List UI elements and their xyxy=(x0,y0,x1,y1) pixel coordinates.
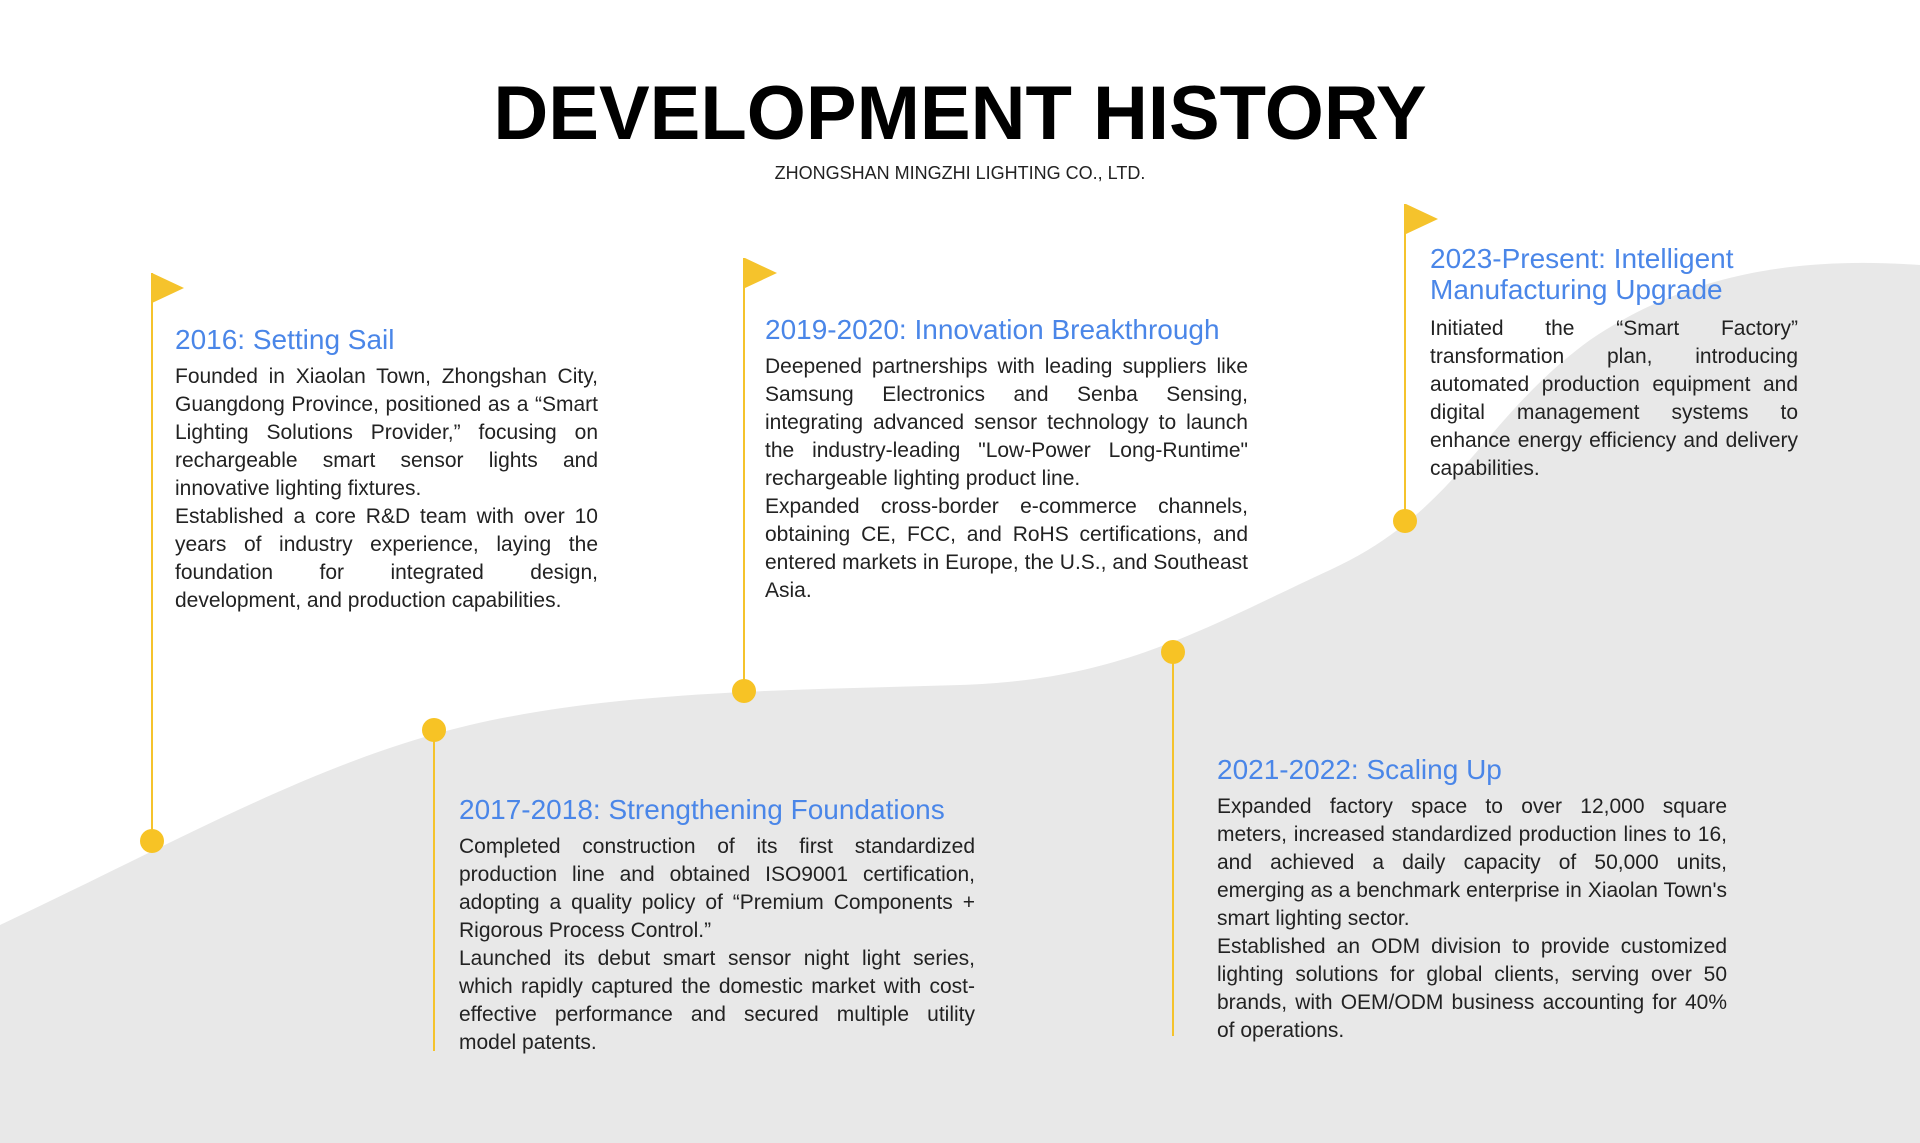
flag-icon-2019 xyxy=(745,258,777,288)
milestone-2023-present xyxy=(1430,243,1798,483)
timeline-dot-2019 xyxy=(732,679,756,703)
milestone-heading: 2017-2018: Strengthening Foundations xyxy=(459,794,945,825)
flag-icon-2016 xyxy=(152,273,184,303)
milestone-paragraph: Established an ODM division to provide customized lighting solutions for global clients, serving over 50 brands, with OEM/ODM business accounting for 40% of operations. xyxy=(1217,935,1727,1042)
timeline-dot-2021 xyxy=(1161,640,1185,664)
milestone-paragraph: Launched its debut smart sensor night light series, which rapidly captured the domestic market with cost-effective performance and secured multiple utility model patents. xyxy=(459,947,975,1054)
timeline-pole-2017 xyxy=(433,730,435,1051)
timeline-pole-2023 xyxy=(1404,204,1406,520)
milestone-paragraph: Completed construction of its first standardized production line and obtained ISO9001 certification, adopting a quality policy of “Premium Components + Rigorous Process Control.” xyxy=(459,835,975,942)
milestone-heading: 2016: Setting Sail xyxy=(175,324,395,355)
page-subtitle: ZHONGSHAN MINGZHI LIGHTING CO., LTD. xyxy=(774,163,1146,183)
milestone-paragraph: Founded in Xiaolan Town, Zhongshan City, Guangdong Province, positioned as a “Smart Lighting Solutions Provider,” focusing on rechargeable smart sensor lights and innovative lighting fixtures. xyxy=(175,365,598,500)
milestone-paragraph: Expanded factory space to over 12,000 square meters, increased standardized production lines to 16, and achieved a daily capacity of 50,000 units, emerging as a benchmark enterprise in Xiaolan Town's smart lighting sector. xyxy=(1217,795,1727,930)
milestone-heading xyxy=(1430,243,1798,305)
timeline-dot-2016 xyxy=(140,829,164,853)
milestone-paragraph: Deepened partnerships with leading suppliers like Samsung Electronics and Senba Sensing, integrating advanced sensor technology to launch the industry-leading "Low-Power Long-Runtime" rechargeable lighting product line. xyxy=(765,355,1248,490)
timeline-pole-2016 xyxy=(151,273,153,841)
milestone-paragraph: Initiated the “Smart Factory” transformation plan, introducing automated production equipment and digital management systems to enhance energy efficiency and delivery capabilities. xyxy=(1430,317,1798,480)
milestone-paragraph: Expanded cross-border e-commerce channels, obtaining CE, FCC, and RoHS certifications, and entered markets in Europe, the U.S., and Southeast Asia. xyxy=(765,495,1248,602)
milestone-paragraph: Established a core R&D team with over 10 years of industry experience, laying the foundation for integrated design, development, and production capabilities. xyxy=(175,505,598,612)
milestone-heading: 2021-2022: Scaling Up xyxy=(1217,754,1502,785)
timeline-pole-2021 xyxy=(1172,652,1174,1036)
timeline-pole-2019 xyxy=(743,258,745,691)
milestone-2016 xyxy=(175,324,598,615)
milestone-2019-2020 xyxy=(765,314,1248,605)
timeline-dot-2017 xyxy=(422,718,446,742)
flag-icon-2023 xyxy=(1406,204,1438,234)
milestone-heading: 2019-2020: Innovation Breakthrough xyxy=(765,314,1220,345)
milestone-2021-2022 xyxy=(1217,754,1727,1045)
milestone-heading-line: Manufacturing Upgrade xyxy=(1430,274,1723,305)
page-title: DEVELOPMENT HISTORY xyxy=(493,71,1427,156)
timeline-dot-2023 xyxy=(1393,509,1417,533)
milestone-2017-2018 xyxy=(459,794,975,1057)
milestone-heading-line: 2023-Present: Intelligent xyxy=(1430,243,1734,274)
